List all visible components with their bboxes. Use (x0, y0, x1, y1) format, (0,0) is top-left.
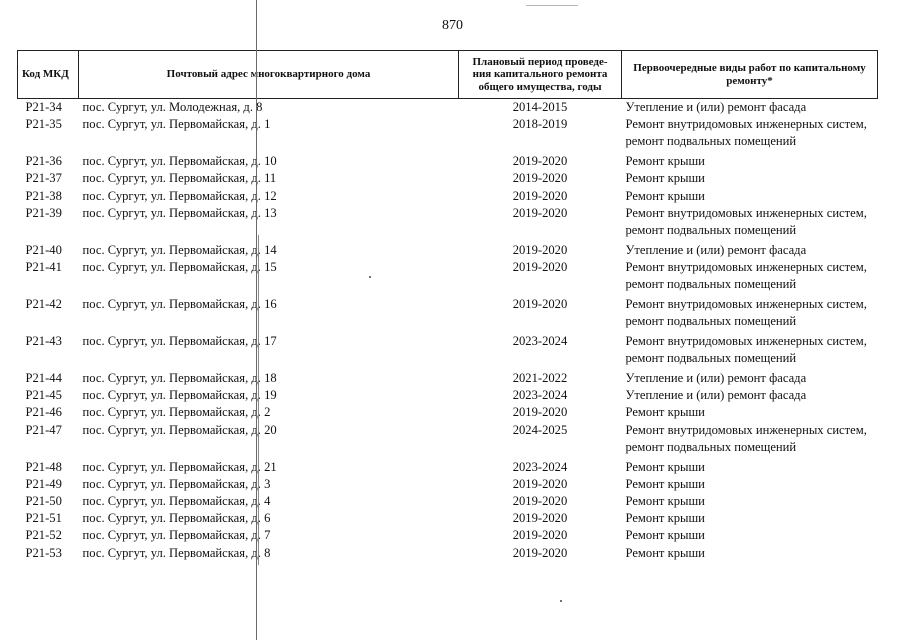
table-row (18, 370, 878, 387)
cell-period: 2023-2024 (512, 388, 568, 403)
cell-period: 2024-2025 (512, 422, 568, 437)
repair-registry-table (17, 50, 878, 562)
cell-works: Ремонт крыши (625, 171, 705, 186)
table-row (18, 404, 878, 421)
table-row (18, 459, 878, 476)
cell-period: 2018-2019 (512, 117, 568, 132)
table-row (18, 205, 878, 242)
cell-address: пос. Сургут, ул. Первомайская, д. 17 (82, 334, 277, 349)
table-header-row (18, 51, 878, 99)
cell-works: Ремонт внутридомовых инженерных систем, ремонт подвальных помещений (625, 205, 867, 238)
cell-period: 2019-2020 (512, 494, 568, 509)
cell-period: 2019-2020 (512, 205, 568, 220)
table-row (18, 296, 878, 333)
table-row (18, 422, 878, 459)
cell-period: 2019-2020 (512, 171, 568, 186)
header-code: Код МКД (18, 51, 79, 99)
cell-period: 2019-2020 (512, 476, 568, 491)
table-row (18, 476, 878, 493)
scan-speck (560, 600, 562, 602)
cell-works: Утепление и (или) ремонт фасада (625, 100, 807, 114)
cell-address: пос. Сургут, ул. Первомайская, д. 19 (82, 388, 277, 403)
cell-address: пос. Сургут, ул. Первомайская, д. 11 (82, 171, 277, 186)
cell-address: пос. Сургут, ул. Первомайская, д. 13 (82, 205, 277, 220)
cell-works: Ремонт внутридомовых инженерных систем, ремонт подвальных помещений (625, 422, 867, 454)
cell-address: пос. Сургут, ул. Первомайская, д. 8 (82, 545, 271, 560)
cell-code: Р21-44 (25, 371, 62, 386)
cell-code: Р21-40 (25, 242, 62, 257)
cell-works: Утепление и (или) ремонт фасада (625, 371, 807, 386)
cell-period: 2023-2024 (512, 334, 568, 349)
cell-code: Р21-34 (25, 100, 62, 114)
cell-code: Р21-41 (25, 260, 62, 275)
cell-works: Ремонт крыши (625, 405, 705, 420)
cell-address: пос. Сургут, ул. Первомайская, д. 18 (82, 371, 277, 386)
cell-code: Р21-45 (25, 388, 62, 403)
header-works: Первоочередные виды работ по капитальному ремонту* (622, 51, 878, 99)
table-row (18, 99, 878, 117)
cell-address: пос. Сургут, ул. Первомайская, д. 16 (82, 297, 277, 312)
cell-address: пос. Сургут, ул. Первомайская, д. 7 (82, 528, 271, 543)
cell-works: Ремонт крыши (625, 476, 705, 491)
table-row (18, 259, 878, 296)
cell-works: Ремонт крыши (625, 511, 705, 526)
header-period: Плановый период проведе- ния капитального ремонта общего имущества, годы (459, 51, 622, 99)
cell-works: Ремонт крыши (625, 528, 705, 543)
cell-code: Р21-50 (25, 494, 62, 509)
table-row (18, 510, 878, 527)
cell-address: пос. Сургут, ул. Первомайская, д. 14 (82, 242, 277, 257)
cell-works: Ремонт крыши (625, 494, 705, 509)
table-row (18, 153, 878, 170)
scan-speck (369, 276, 371, 278)
cell-code: Р21-36 (25, 154, 62, 169)
cell-period: 2019-2020 (512, 188, 568, 203)
cell-address: пос. Сургут, ул. Первомайская, д. 20 (82, 422, 277, 437)
cell-period: 2019-2020 (512, 242, 568, 257)
cell-period: 2019-2020 (512, 260, 568, 275)
table-row (18, 188, 878, 205)
cell-works: Ремонт крыши (625, 188, 705, 203)
cell-code: Р21-49 (25, 476, 62, 491)
cell-code: Р21-52 (25, 528, 62, 543)
cell-period: 2019-2020 (512, 545, 568, 560)
cell-address: пос. Сургут, ул. Первомайская, д. 15 (82, 260, 277, 275)
scan-artifact-mark (526, 5, 578, 7)
cell-address: пос. Сургут, ул. Молодежная, д. 8 (82, 100, 263, 114)
table-row (18, 170, 878, 187)
cell-works: Ремонт внутридомовых инженерных систем, ремонт подвальных помещений (625, 334, 867, 366)
table-row (18, 333, 878, 370)
cell-code: Р21-38 (25, 188, 62, 203)
header-address: Почтовый адрес многоквартирного дома (79, 51, 459, 99)
cell-works: Ремонт внутридомовых инженерных систем, ремонт подвальных помещений (625, 117, 867, 149)
cell-address: пос. Сургут, ул. Первомайская, д. 12 (82, 188, 277, 203)
table-body (18, 99, 878, 562)
cell-works: Ремонт крыши (625, 459, 705, 474)
cell-code: Р21-43 (25, 334, 62, 349)
table-row (18, 242, 878, 259)
cell-code: Р21-47 (25, 422, 62, 437)
cell-works: Утепление и (или) ремонт фасада (625, 242, 807, 257)
cell-period: 2021-2022 (512, 371, 568, 386)
cell-period: 2019-2020 (512, 297, 568, 312)
cell-period: 2019-2020 (512, 511, 568, 526)
cell-code: Р21-51 (25, 511, 62, 526)
cell-code: Р21-53 (25, 545, 62, 560)
cell-address: пос. Сургут, ул. Первомайская, д. 21 (82, 459, 277, 474)
cell-code: Р21-42 (25, 297, 62, 312)
cell-address: пос. Сургут, ул. Первомайская, д. 2 (82, 405, 271, 420)
cell-code: Р21-37 (25, 171, 62, 186)
cell-address: пос. Сургут, ул. Первомайская, д. 4 (82, 494, 271, 509)
cell-works: Ремонт крыши (625, 154, 705, 169)
table-header (18, 51, 878, 99)
cell-address: пос. Сургут, ул. Первомайская, д. 1 (82, 117, 271, 132)
cell-works: Утепление и (или) ремонт фасада (625, 388, 807, 403)
scan-artifact-line (258, 235, 259, 565)
cell-address: пос. Сургут, ул. Первомайская, д. 3 (82, 476, 271, 491)
cell-address: пос. Сургут, ул. Первомайская, д. 6 (82, 511, 271, 526)
table-row (18, 545, 878, 562)
cell-works: Ремонт крыши (625, 545, 705, 560)
cell-works: Ремонт внутридомовых инженерных систем, ремонт подвальных помещений (625, 260, 867, 292)
table-row (18, 116, 878, 153)
cell-code: Р21-46 (25, 405, 62, 420)
cell-works: Ремонт внутридомовых инженерных систем, ремонт подвальных помещений (625, 297, 867, 329)
cell-code: Р21-39 (25, 205, 62, 220)
page-number: 870 (442, 18, 463, 33)
table-row (18, 493, 878, 510)
cell-period: 2014-2015 (512, 100, 568, 114)
cell-address: пос. Сургут, ул. Первомайская, д. 10 (82, 154, 277, 169)
cell-code: Р21-48 (25, 459, 62, 474)
cell-period: 2019-2020 (512, 405, 568, 420)
scan-artifact-line (256, 0, 257, 640)
table-row (18, 387, 878, 404)
cell-period: 2019-2020 (512, 154, 568, 169)
cell-period: 2023-2024 (512, 459, 568, 474)
table-row (18, 527, 878, 544)
cell-code: Р21-35 (25, 117, 62, 132)
cell-period: 2019-2020 (512, 528, 568, 543)
